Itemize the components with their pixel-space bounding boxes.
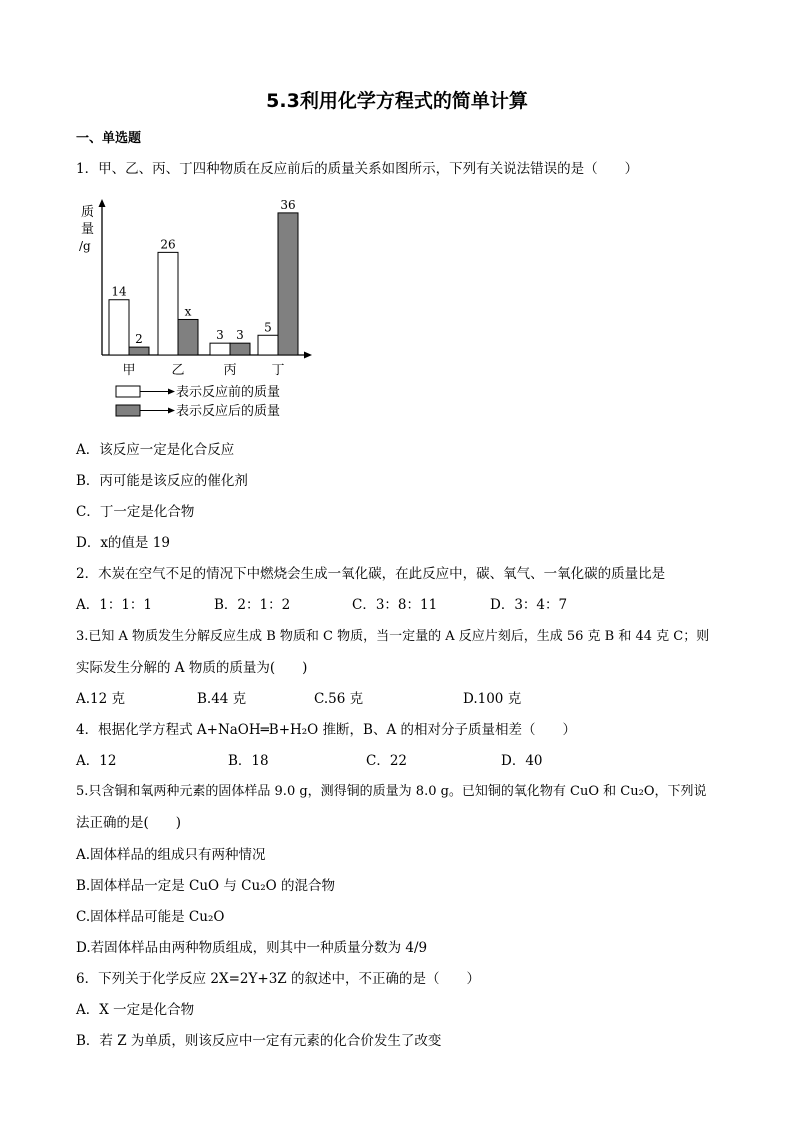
page-title: 5.3利用化学方程式的简单计算: [266, 90, 528, 112]
question-1-stem: 1．甲、乙、丙、丁四种物质在反应前后的质量关系如图所示，下列有关说法错误的是（ ）: [76, 161, 639, 177]
data-label-after-1: 2: [135, 332, 143, 347]
data-label-after-4: 36: [280, 197, 296, 212]
bar-after-2: [178, 319, 198, 355]
q4-option-a: A．12: [76, 753, 117, 769]
legend-after-label: 表示反应后的质量: [176, 404, 281, 419]
q2-option-c: C．3：8：11: [352, 597, 438, 613]
q1-option-c: C．丁一定是化合物: [76, 504, 195, 520]
data-label-before-1: 14: [111, 284, 127, 299]
bar-before-4: [258, 335, 278, 355]
q5-option-b: B.固体样品一定是 CuO 与 Cu₂O 的混合物: [76, 878, 335, 894]
question-5-stem-line1: 5.只含铜和氧两种元素的固体样品 9.0 g，测得铜的质量为 8.0 g。已知铜的氧化物有 CuO 和 Cu₂O，下列说: [76, 784, 707, 799]
q3-option-c: C.56 克: [314, 691, 364, 707]
question-3-stem-line2: 实际发生分解的 A 物质的质量为( ): [76, 660, 308, 676]
question-2-stem: 2．木炭在空气不足的情况下中燃烧会生成一氧化碳，在此反应中，碳、氧气、一氧化碳的质量比是: [76, 566, 666, 582]
q3-option-a: A.12 克: [76, 691, 126, 707]
bar-chart: [72, 193, 332, 421]
q4-option-b: B．18: [228, 753, 269, 769]
category-label-3: 丙: [223, 363, 237, 378]
y-axis-label-3: /g: [79, 239, 91, 253]
q1-option-d: D．x的值是 19: [76, 535, 170, 551]
data-label-before-2: 26: [160, 237, 176, 252]
bar-before-1: [109, 300, 129, 355]
q5-option-a: A.固体样品的组成只有两种情况: [76, 847, 266, 863]
x-axis-arrow: [304, 352, 312, 359]
y-axis-arrow: [99, 199, 106, 207]
bar-after-4: [278, 213, 298, 355]
data-label-before-3: 3: [216, 328, 224, 343]
category-label-4: 丁: [271, 363, 285, 378]
question-4-stem: 4．根据化学方程式 A+NaOH═B+H₂O 推断，B、A 的相对分子质量相差（ ）: [76, 722, 577, 738]
question-5-stem-line2: 法正确的是( ): [76, 815, 182, 831]
q5-option-c: C.固体样品可能是 Cu₂O: [76, 909, 225, 925]
section-heading: 一、单选题: [76, 131, 142, 146]
bar-after-1: [129, 347, 149, 355]
q4-option-d: D．40: [501, 753, 543, 769]
q6-option-a: A．X 一定是化合物: [76, 1002, 195, 1018]
q3-option-b: B.44 克: [197, 691, 247, 707]
legend-after-swatch: [116, 405, 140, 416]
data-label-after-3: 3: [236, 328, 244, 343]
y-axis-label-2: 量: [81, 222, 95, 237]
question-3-stem-line1: 3.已知 A 物质发生分解反应生成 B 物质和 C 物质，当一定量的 A 反应片刻后，生成 56 克 B 和 44 克 C；则: [76, 629, 710, 644]
q2-option-a: A．1：1：1: [76, 597, 153, 613]
q2-option-d: D．3：4：7: [490, 597, 568, 613]
q3-option-d: D.100 克: [463, 691, 522, 707]
category-label-1: 甲: [122, 363, 136, 378]
q5-option-d: D.若固体样品由两种物质组成，则其中一种质量分数为 4/9: [76, 940, 428, 956]
data-label-before-4: 5: [264, 320, 272, 335]
bar-before-3: [210, 343, 230, 355]
category-label-2: 乙: [171, 363, 185, 378]
q6-option-b: B．若 Z 为单质，则该反应中一定有元素的化合价发生了改变: [76, 1033, 442, 1049]
legend-before-label: 表示反应前的质量: [176, 385, 281, 400]
q1-option-a: A．该反应一定是化合反应: [76, 442, 235, 458]
question-6-stem: 6．下列关于化学反应 2X=2Y+3Z 的叙述中，不正确的是（ ）: [76, 971, 480, 987]
bar-after-3: [230, 343, 250, 355]
q1-option-b: B．丙可能是该反应的催化剂: [76, 473, 248, 489]
q4-option-c: C．22: [366, 753, 408, 769]
q2-option-b: B．2：1：2: [214, 597, 291, 613]
bar-before-2: [158, 252, 178, 355]
y-axis-label-1: 质: [81, 205, 95, 220]
data-label-after-2: x: [184, 304, 192, 319]
legend-before-swatch: [116, 386, 140, 397]
